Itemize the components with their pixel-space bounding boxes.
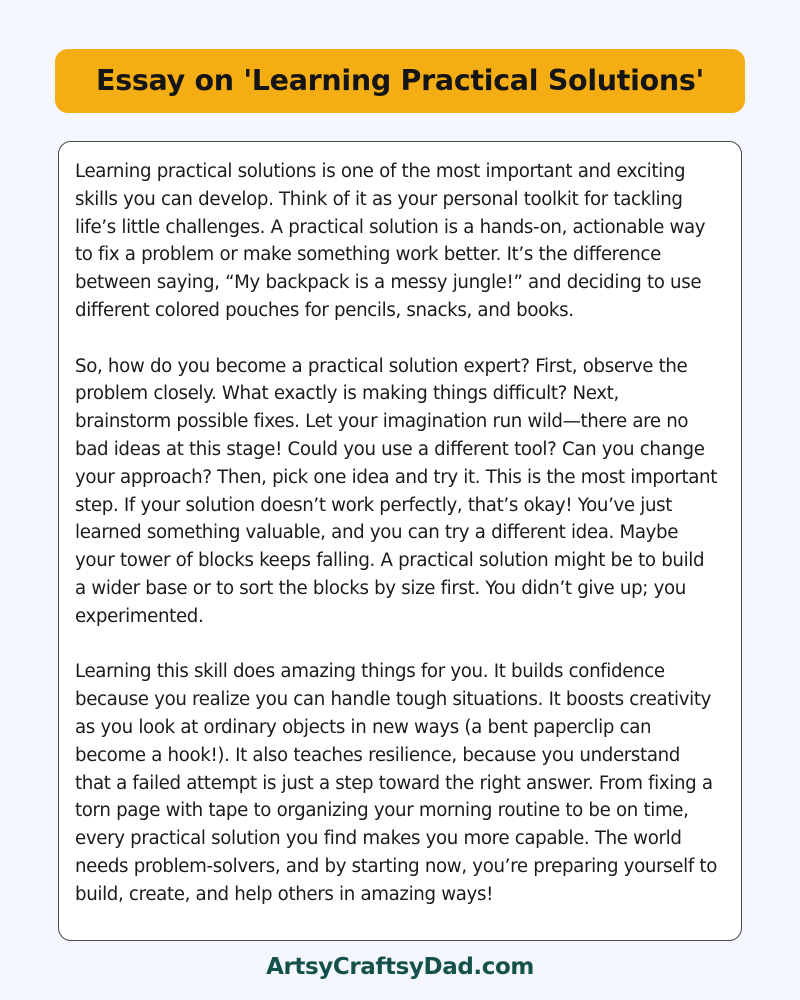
essay-card [58, 141, 742, 941]
footer [0, 956, 800, 979]
essay-paragraph: Learning practical solutions is one of the most important and exciting skills you can develop. Think of it as your personal toolkit for tackling life’s little challenges. A practical solution is a hands-on, actionable way to fix a problem or make something work better. It’s the difference between saying, “My backpack is a messy jungle!” and deciding to use different colored pouches for pencils, snacks, and books. [75, 161, 706, 321]
essay-paragraph: Learning this skill does amazing things for you. It builds confidence because you realize you can handle tough situations. It boosts creativity as you look at ordinary objects in new ways (a bent paperclip can become a hook!). It also teaches resilience, because you understand that a failed attempt is just a step toward the right answer. From fixing a torn page with tape to organizing your morning routine to be on time, every practical solution you find makes you more capable. The world needs problem-solvers, and by starting now, you’re preparing yourself to build, create, and help others in amazing ways! [75, 661, 717, 905]
site-credit: ArtsyCraftsyDad.com [266, 954, 534, 980]
essay-body [75, 158, 719, 909]
title-banner [55, 49, 745, 113]
essay-paragraph: So, how do you become a practical solution expert? First, observe the problem closely. What exactly is making things difficult? Next, brainstorm possible fixes. Let your imagination run wild—there are no bad ideas at this stage! Could you use a different tool? Can you change your approach? Then, pick one idea and try it. This is the most important step. If your solution doesn’t work perfectly, that’s okay! You’ve just learned something valuable, and you can try a different idea. Maybe your tower of blocks keeps falling. A practical solution might be to build a wider base or to sort the blocks by size first. You didn’t give up; you experimented. [75, 355, 718, 627]
page-title: Essay on 'Learning Practical Solutions' [96, 63, 704, 97]
